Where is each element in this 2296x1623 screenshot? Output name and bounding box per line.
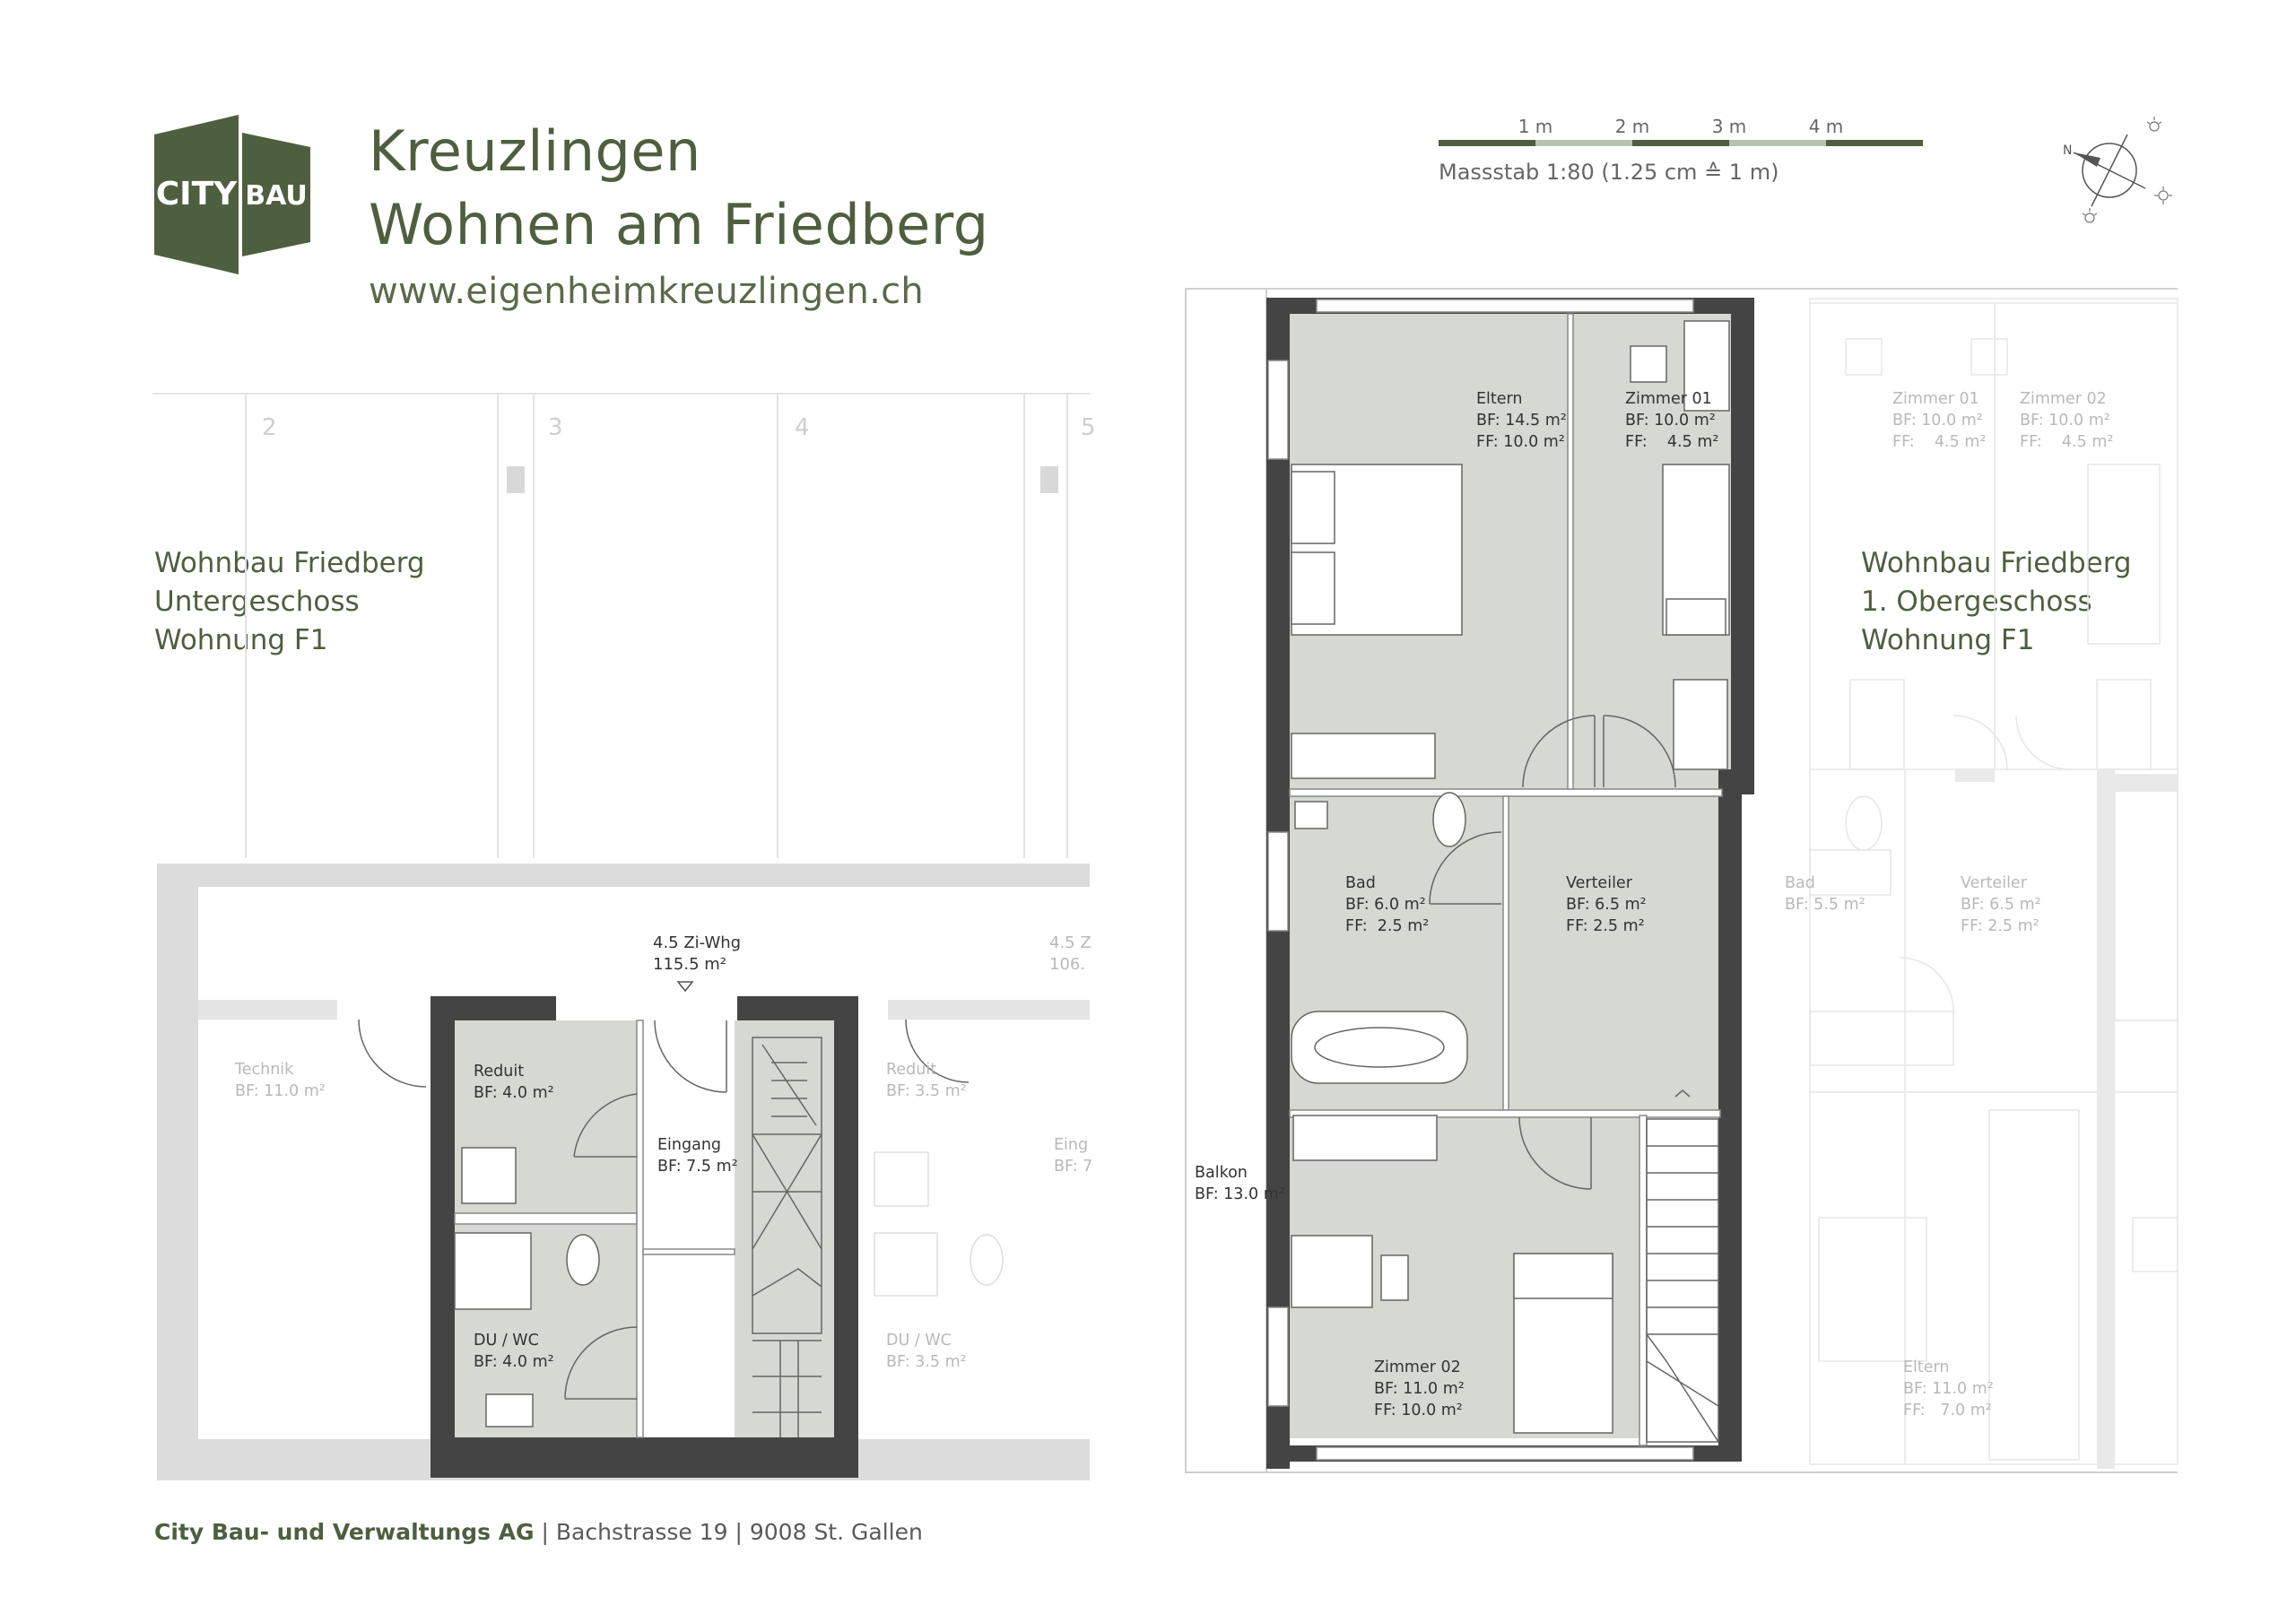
scale-caption: Massstab 1:80 (1.25 cm ≙ 1 m): [1439, 160, 1779, 185]
scale-bar: [1439, 113, 1941, 194]
website-link[interactable]: www.eigenheimkreuzlingen.ch: [369, 271, 925, 312]
logo-text-right: BAU: [245, 180, 308, 212]
grid-number-3: 3: [548, 414, 563, 441]
room-balkon: Balkon BF: 13.0 m²: [1195, 1164, 1285, 1203]
compass-north: N: [2063, 143, 2073, 158]
floor-plan-untergeschoss: [152, 390, 1096, 1480]
floor-label-og-line1: Wohnbau Friedberg: [1861, 547, 2132, 579]
room-verteiler-neighbor: Verteiler BF: 6.5 m² FF: 2.5 m²: [1961, 874, 2041, 935]
room-eltern-neighbor: Eltern BF: 11.0 m² FF: 7.0 m²: [1903, 1358, 1994, 1419]
scale-tick-4: 4 m: [1808, 116, 1844, 137]
room-bad: Bad BF: 6.0 m² FF: 2.5 m²: [1345, 874, 1430, 935]
footer-address: | Bachstrasse 19 | 9008 St. Gallen: [534, 1519, 923, 1545]
room-technik: Technik BF: 11.0 m²: [235, 1061, 326, 1100]
page-title-line1: Kreuzlingen: [369, 118, 701, 184]
room-eingang-neighbor: Eing BF: 7: [1054, 1136, 1093, 1176]
unit-label: 4.5 Zi-Whg 115.5 m²: [653, 933, 742, 974]
floor-label-og-line2: 1. Obergeschoss: [1861, 586, 2092, 618]
room-zimmer-01: Zimmer 01 BF: 10.0 m² FF: 4.5 m²: [1625, 390, 1719, 451]
room-du-wc-neighbor: DU / WC BF: 3.5 m²: [886, 1332, 967, 1371]
room-verteiler: Verteiler BF: 6.5 m² FF: 2.5 m²: [1566, 874, 1647, 935]
scale-tick-1: 1 m: [1518, 116, 1553, 137]
floor-plan-ug-drawing: [152, 390, 1096, 1480]
room-du-wc: DU / WC BF: 4.0 m²: [474, 1332, 554, 1371]
logo: [154, 115, 314, 274]
floor-label-ug-line1: Wohnbau Friedberg: [154, 547, 425, 579]
grid-number-5: 5: [1081, 414, 1096, 441]
scale-tick-3: 3 m: [1711, 116, 1747, 137]
grid-number-4: 4: [795, 414, 810, 441]
floor-plan-obergeschoss: [1182, 285, 2178, 1478]
sun-icon: [2083, 117, 2172, 222]
floor-label-ug-line2: Untergeschoss: [154, 586, 360, 618]
footer: [154, 1519, 923, 1545]
footer-company: City Bau- und Verwaltungs AG: [154, 1519, 535, 1545]
page-title-line2: Wohnen am Friedberg: [369, 192, 989, 257]
room-bad-neighbor: Bad BF: 5.5 m²: [1785, 874, 1866, 914]
scale-bar-graphic: [1439, 113, 1941, 158]
logo-text-left: CITY: [155, 176, 238, 213]
grid-number-2: 2: [262, 414, 277, 441]
room-eltern: Eltern BF: 14.5 m² FF: 10.0 m²: [1476, 390, 1567, 451]
logo-mark: [154, 115, 314, 274]
room-eingang: Eingang BF: 7.5 m²: [657, 1136, 738, 1176]
room-zimmer-01-neighbor: Zimmer 01 BF: 10.0 m² FF: 4.5 m²: [1892, 390, 1987, 451]
room-zimmer-02-neighbor: Zimmer 02 BF: 10.0 m² FF: 4.5 m²: [2020, 390, 2114, 451]
compass: [2054, 115, 2179, 231]
room-reduit-neighbor: Reduit BF: 3.5 m²: [886, 1061, 967, 1100]
scale-tick-2: 2 m: [1614, 116, 1650, 137]
neighbor-unit-label: 4.5 Z 106.: [1049, 933, 1091, 974]
room-reduit: Reduit BF: 4.0 m²: [474, 1063, 554, 1102]
room-zimmer-02: Zimmer 02 BF: 11.0 m² FF: 10.0 m²: [1374, 1358, 1465, 1419]
floor-label-og-line3: Wohnung F1: [1861, 624, 2035, 656]
compass-icon: [2054, 115, 2179, 231]
floor-label-ug-line3: Wohnung F1: [154, 624, 328, 656]
